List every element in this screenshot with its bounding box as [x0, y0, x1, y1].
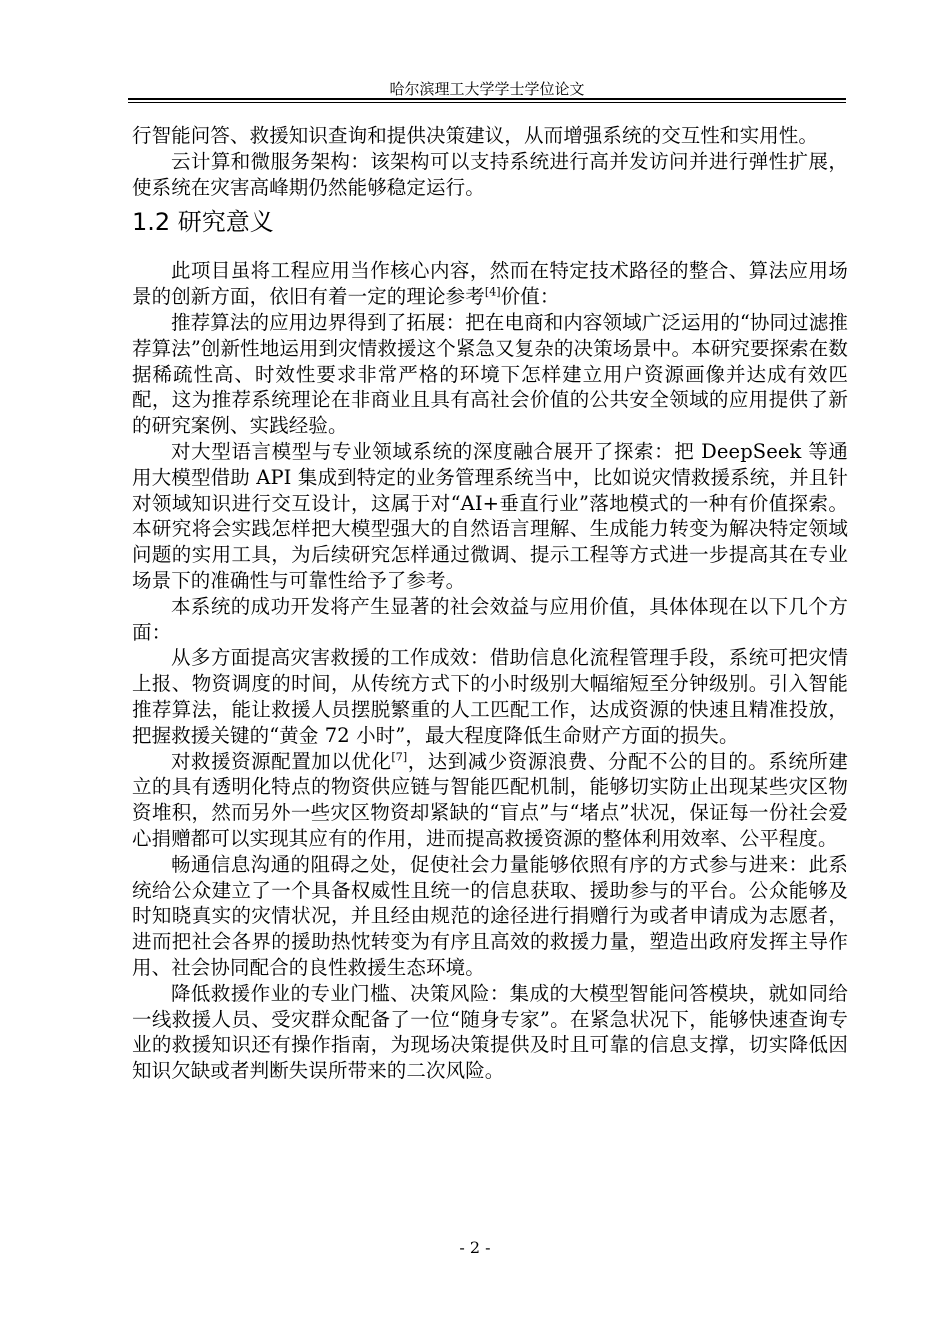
- section-heading: 1.2 研究意义: [132, 208, 274, 237]
- paragraph-resource-optimization: [132, 749, 848, 852]
- paragraph-risk-reduction: 降低救援作业的专业门槛、决策风险：集成的大模型智能问答模块，就如同给一线救援人员、受灾群众配备了一位“随身专家”。在紧急状况下，能够快速查询专业的救援知识还有操作指南，为现场决策提供及时且可靠的信息支撑，切实降低因知识欠缺或者判断失误所带来的二次风险。: [132, 981, 848, 1083]
- paragraph-recommendation-algorithm: 推荐算法的应用边界得到了拓展：把在电商和内容领域广泛运用的“协同过滤推荐算法”创新性地运用到灾情救援这个紧急又复杂的决策场景中。本研究要探索在数据稀疏性高、时效性要求非常严格的环境下怎样建立用户资源画像并达成有效匹配，这为推荐系统理论在非商业且具有高社会价值的公共安全领域的应用提供了新的研究案例、实践经验。: [132, 310, 848, 438]
- paragraph-text-tail: 价值：: [500, 285, 560, 309]
- citation-marker: [4]: [484, 285, 501, 299]
- document-body: [132, 123, 848, 1084]
- paragraph-continued: 行智能问答、救援知识查询和提供决策建议，从而增强系统的交互性和实用性。: [132, 124, 819, 147]
- paragraph-text: 对救援资源配置加以优化: [171, 749, 392, 773]
- paragraph-social-value: 本系统的成功开发将产生显著的社会效益与应用价值，具体体现在以下几个方面：: [132, 594, 848, 644]
- paragraph-efficiency: 从多方面提高灾害救援的工作成效：借助信息化流程管理手段，系统可把灾情上报、物资调度的时间，从传统方式下的小时级别大幅缩短至分钟级别。引入智能推荐算法，能让救援人员摆脱繁重的人工匹配工作，达成资源的快速且精准投放，把握救援关键的“黄金 72 小时”，最大程度降低生命财产方面的损失。: [132, 646, 848, 747]
- running-header: 哈尔滨理工大学学士学位论文: [389, 80, 585, 98]
- paragraph-cloud-architecture: 云计算和微服务架构：该架构可以支持系统进行高并发访问并进行弹性扩展，使系统在灾害高峰期仍然能够稳定运行。: [132, 149, 848, 199]
- paragraph-text-tail: ，达到减少资源浪费、分配不公的目的。系统所建立的具有透明化特点的物资供应链与智能匹配机制，能够切实防止出现某些灾区物资堆积，然而另外一些灾区物资却紧缺的“盲点”与“堵点”状况，保证每一份社会爱心捐赠都可以实现其应有的作用，进而提高救援资源的整体利用效率、公平程度。: [132, 749, 848, 850]
- page-number: - 2 -: [459, 1238, 491, 1257]
- citation-marker: [7]: [391, 750, 408, 764]
- paragraph-information-channel: 畅通信息沟通的阻碍之处，促使社会力量能够依照有序的方式参与进来：此系统给公众建立了一个具备权威性且统一的信息获取、援助参与的平台。公众能够及时知晓真实的灾情状况，并且经由规范的途径进行捐赠行为或者申请成为志愿者，进而把社会各界的援助热忱转变为有序且高效的救援力量，塑造出政府发挥主导作用、社会协同配合的良性救援生态环境。: [132, 852, 848, 979]
- paragraph-research-significance: [132, 258, 848, 310]
- paragraph-text: 此项目虽将工程应用当作核心内容，然而在特定技术路径的整合、算法应用场景的创新方面，依旧有着一定的理论参考: [132, 259, 848, 309]
- paragraph-llm-integration: 对大型语言模型与专业领域系统的深度融合展开了探索：把 DeepSeek 等通用大模型借助 API 集成到特定的业务管理系统当中，比如说灾情救援系统，并且针对领域知识进行交互设计，这属于对“AI+垂直行业”落地模式的一种有价值探索。本研究将会实践怎样把大模型强大的自然语言理解、生成能力转变为解决特定领域问题的实用工具，为后续研究怎样通过微调、提示工程等方式进一步提高其在专业场景下的准确性与可靠性给予了参考。: [132, 439, 848, 592]
- header-rule: [128, 98, 846, 103]
